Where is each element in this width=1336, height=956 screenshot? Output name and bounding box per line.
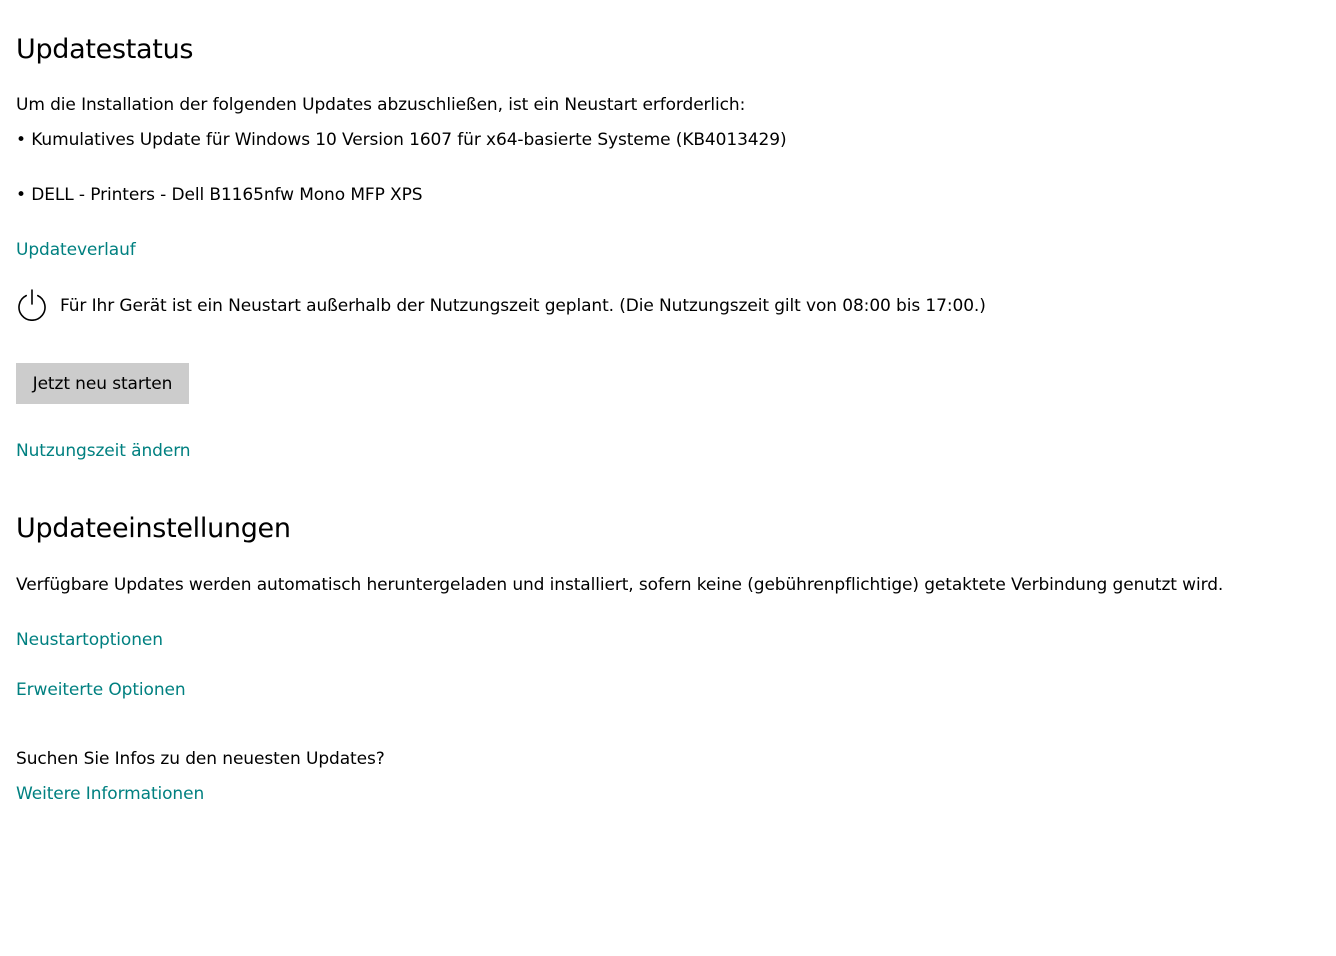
update-settings-description: Verfügbare Updates werden automatisch heruntergeladen und installiert, sofern keine (gebührenpflichtige) getaktete Verbindung genutzt wird. [16, 575, 1224, 595]
advanced-options-link[interactable]: Erweiterte Optionen [16, 680, 186, 700]
power-icon [16, 287, 48, 321]
restart-options-link[interactable]: Neustartoptionen [16, 630, 163, 650]
update-history-link[interactable]: Updateverlauf [16, 240, 136, 260]
change-active-hours-link[interactable]: Nutzungszeit ändern [16, 441, 191, 461]
restart-now-button[interactable]: Jetzt neu starten [16, 363, 189, 404]
restart-required-text: Um die Installation der folgenden Updates abzuschließen, ist ein Neustart erforderlich: [16, 95, 746, 115]
pending-update-item: • DELL - Printers - Dell B1165nfw Mono MFP XPS [16, 185, 423, 205]
update-settings-heading: Updateeinstellungen [16, 513, 291, 544]
restart-schedule-notice: Für Ihr Gerät ist ein Neustart außerhalb der Nutzungszeit geplant. (Die Nutzungszeit gilt von 08:00 bis 17:00.) [60, 296, 986, 316]
update-status-heading: Updatestatus [16, 34, 194, 65]
more-info-link[interactable]: Weitere Informationen [16, 784, 205, 804]
pending-update-item: • Kumulatives Update für Windows 10 Version 1607 für x64-basierte Systeme (KB4013429) [16, 130, 787, 150]
latest-updates-question: Suchen Sie Infos zu den neuesten Updates? [16, 749, 385, 769]
